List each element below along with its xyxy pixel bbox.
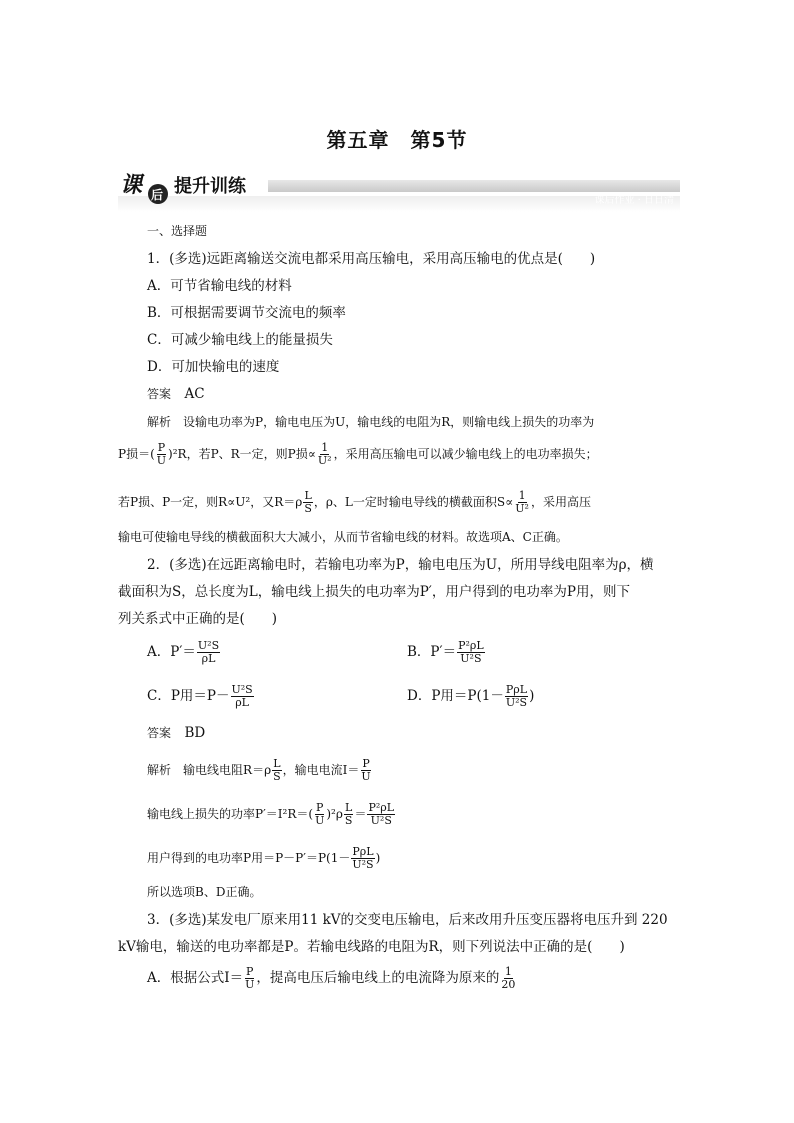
q2-analysis-line-1: 解析 输电线电阻R＝ρ $\frac{L}{S}$ ，输电电流I＝ $\frac{P}{U}$ (147, 757, 371, 783)
fraction: $\frac{L}{S}$ (344, 801, 353, 827)
analysis-label: 解析 (147, 763, 172, 777)
q3-stem-2: kV输电，输送的电功率都是P。若输电线路的电阻为R，则下列说法中正确的是( ) (118, 939, 625, 955)
q2-stem-2: 截面积为S，总长度为L，输电线上损失的电功率为P′，用户得到的电功率为P用，则下 (118, 584, 630, 600)
q3-stem-1: 3．(多选)某发电厂原来用11 kV的交变电压输电，后来改用升压变压器将电压升到 220 (147, 912, 668, 928)
q2-answer (147, 724, 205, 742)
q1-analysis-line-2: P损＝( $\frac{P}{U}$ )²R，若P、R一定，则P损∝ $\frac{1}{\text{U²}}$ ，采用高压输电可以减少输电线上的电功率损失； (118, 441, 598, 467)
q1-stem: 1．(多选)远距离输送交流电都采用高压输电，采用高压输电的优点是( ) (147, 251, 596, 267)
q1-analysis-line-4: 输电可使输电导线的横截面积大大减小，从而节省输电线的材料。故选项A、C正确。 (118, 530, 568, 544)
fraction: $\frac{\text{U²S}}{\rho L}$ (197, 639, 220, 665)
section-heading: 一、选择题 (147, 224, 208, 238)
banner-bar (268, 180, 680, 206)
fraction: $\frac{1}{\text{U²}}$ (515, 489, 529, 515)
fraction: $\frac{\text{P²ρL}}{\text{U²S}}$ (458, 639, 484, 665)
answer-value: BD (184, 725, 206, 741)
q2-analysis-line-3: 用户得到的电功率P用＝P－P′＝P(1－ $\frac{\text{PρL}}{\text{U²S}}$ ) (147, 845, 381, 871)
fraction: $\frac{L}{S}$ (273, 757, 281, 783)
answer-label: 答案 (147, 387, 172, 401)
svg-text:后: 后 (151, 188, 164, 202)
q2-option-a[interactable]: A．P′＝ $\frac{\text{U²S}}{\rho L}$ (147, 639, 220, 665)
fraction: $\frac{1}{\text{U²}}$ (317, 441, 332, 467)
q1-option-b[interactable]: B．可根据需要调节交流电的频率 (147, 305, 346, 321)
fraction: $\frac{L}{S}$ (304, 489, 312, 515)
fraction: $\frac{\text{P²ρL}}{\text{U²S}}$ (368, 801, 395, 827)
fraction: $\frac{1}{20}$ (501, 965, 516, 991)
answer-value: AC (184, 386, 205, 402)
banner-right-text: 课后作业 · 日日清 (594, 195, 674, 206)
svg-text:课: 课 (120, 172, 143, 198)
fraction: $\frac{P}{U}$ (156, 441, 167, 467)
banner-title: 提升训练 (174, 176, 246, 197)
q1-option-c[interactable]: C．可减少输电线上的能量损失 (147, 332, 333, 348)
q2-option-b[interactable]: B．P′＝ $\frac{\text{P²ρL}}{\text{U²S}}$ (407, 639, 484, 665)
q1-option-d[interactable]: D．可加快输电的速度 (147, 359, 280, 375)
q2-analysis-line-4: 所以选项B、D正确。 (147, 885, 262, 899)
q2-option-c[interactable]: C．P用＝P－ $\frac{\text{U²S}}{\rho L}$ (147, 683, 253, 709)
fraction: $\frac{P}{U}$ (315, 801, 325, 827)
ke-hou-logo-icon (118, 168, 170, 208)
fraction: $\frac{\text{PρL}}{\text{U²S}}$ (505, 683, 528, 709)
answer-label: 答案 (147, 726, 172, 740)
fraction: $\frac{\text{U²S}}{\rho L}$ (231, 683, 253, 709)
fraction: $\frac{\text{PρL}}{\text{U²S}}$ (352, 845, 374, 871)
q2-stem-3: 列关系式中正确的是( ) (118, 611, 278, 627)
fraction: $\frac{P}{U}$ (361, 757, 371, 783)
section-banner (118, 168, 680, 212)
q1-answer (147, 385, 205, 403)
q1-analysis-line-1: 解析 设输电功率为P，输电电压为U，输电线的电阻为R，则输电线上损失的功率为 (147, 415, 595, 429)
page-title: 第五章 第5节 (326, 128, 468, 152)
q3-option-a[interactable]: A．根据公式I＝ $\frac{P}{U}$ ，提高电压后输电线上的电流降为原来的 $\frac{1}{20}$ (147, 965, 516, 991)
q1-analysis-line-3: 若P损、P一定，则R∝U²，又R＝ρ $\frac{L}{S}$ ，ρ、L一定时输电导线的横截面积S∝ $\frac{1}{\text{U²}}$ ，采用高压 (118, 489, 591, 515)
q2-option-d[interactable]: D．P用＝P(1－ $\frac{\text{PρL}}{\text{U²S}}$ ) (407, 683, 535, 709)
analysis-label: 解析 (147, 415, 172, 429)
fraction: $\frac{P}{U}$ (245, 965, 255, 991)
q2-stem-1: 2．(多选)在远距离输电时，若输电功率为P，输电电压为U，所用导线电阻率为ρ，横 (147, 557, 654, 573)
q1-option-a[interactable]: A．可节省输电线的材料 (147, 278, 292, 294)
q2-analysis-line-2: 输电线上损失的功率P′＝I²R＝( $\frac{P}{U}$ )²ρ $\frac{L}{S}$ ＝ $\frac{\text{P²ρL}}{\text{U²S}}$ (147, 801, 395, 827)
